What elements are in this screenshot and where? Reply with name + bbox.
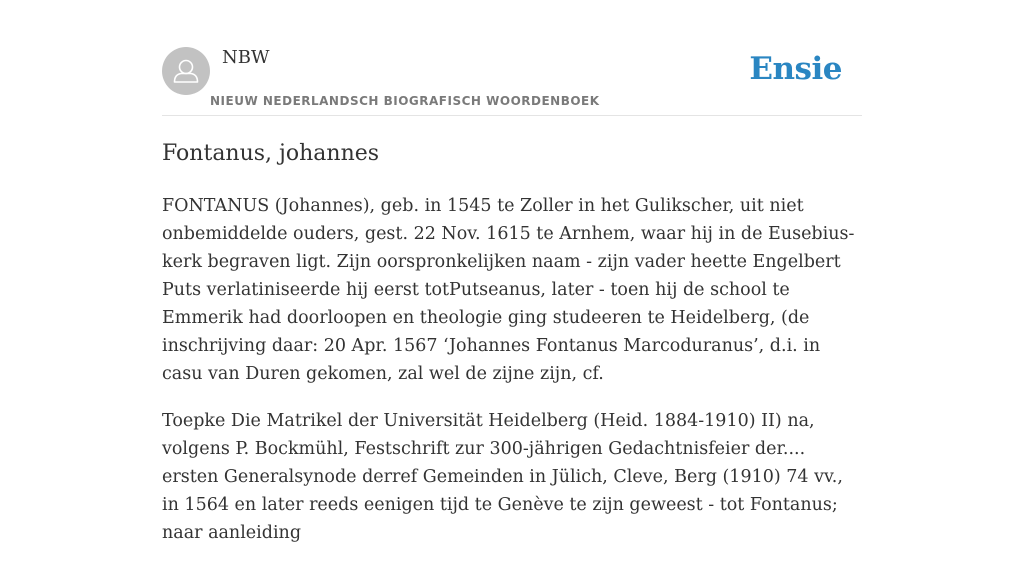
user-icon — [162, 47, 210, 95]
site-subtitle: NIEUW NEDERLANDSCH BIOGRAFISCH WOORDENBOEK — [210, 94, 600, 108]
site-name[interactable]: NBW — [222, 47, 270, 68]
brand-logo[interactable]: Ensie — [749, 51, 842, 87]
avatar[interactable] — [162, 47, 210, 95]
article-body — [162, 192, 862, 566]
article-paragraph: FONTANUS (Johannes), geb. in 1545 te Zoller in het Gulikscher, uit niet onbemiddelde ouders, gest. 22 Nov. 1615 te Arnhem, waar hij in de Eusebius-kerk begraven ligt. Zijn oorspronkelijken naam - zijn vader heette Engelbert Puts verlatiniseerde hij eerst totPutseanus, later - toen hij de school te Emmerik had doorloopen en theologie ging studeeren te Heidelberg, (de inschrijving daar: 20 Apr. 1567 ‘Johannes Fontanus Marcoduranus’, d.i. in casu van Duren gekomen, zal wel de zijne zijn, cf. — [162, 196, 855, 384]
page-title: Fontanus, johannes — [162, 141, 380, 166]
header — [162, 0, 862, 116]
article-paragraph: Toepke Die Matrikel der Universität Heidelberg (Heid. 1884-1910) II) na, volgens P. Bockmühl, Festschrift zur 300-jährigen Gedachtnisfeier der.... ersten Generalsynode derref Gemeinden in Jülich, Cleve, Berg (1910) 74 vv., in 1564 en later reeds eenigen tijd te Genève te zijn geweest - tot Fontanus; naar aanleiding — [162, 411, 843, 543]
